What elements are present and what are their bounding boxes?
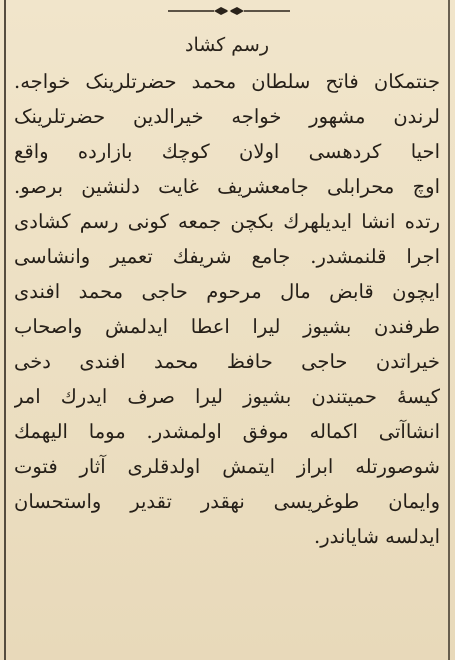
article-line: احیا کردهسی اولان کوچك بازارده واقع bbox=[14, 140, 440, 163]
article-line: خیراتدن حاجی حافظ محمد افندی دخی bbox=[14, 350, 440, 373]
ornament-icon bbox=[168, 6, 290, 16]
article-line: ایدلسه شایاندر. bbox=[314, 525, 440, 548]
article-line: کیسهٔ حمیتندن بشیوز لیرا صرف ایدرك امر bbox=[14, 385, 440, 408]
article-line: وایمان طوغریسی نهقدر تقدیر واستحسان bbox=[14, 490, 440, 513]
left-column-rule bbox=[4, 0, 6, 660]
article-line: جنتمکان فاتح سلطان محمد حضرتلرینک خواجه. bbox=[14, 70, 440, 93]
article-line: ایچون قابض مال مرحوم حاجی محمد افندی bbox=[14, 280, 440, 303]
article-line: طرفندن بشیوز لیرا اعطا ایدلمش واصحاب bbox=[14, 315, 440, 338]
article-body bbox=[14, 64, 440, 554]
article-line: لرندن مشهور خواجه خیرالدین حضرتلرینک bbox=[14, 105, 440, 128]
article-line: انشاآتی اکماله موفق اولمشدر. موما الیهمك bbox=[14, 420, 440, 443]
right-column-rule bbox=[448, 0, 450, 660]
article-line: اجرا قلنمشدر. جامع شریفك تعمیر وانشاسی bbox=[14, 245, 440, 268]
article-line: اوچ محرابلی جامعشریف غایت دلنشین برصو. bbox=[14, 175, 440, 198]
article-heading: رسم کشاد bbox=[184, 34, 270, 56]
article-line: شوصورتله ابراز ایتمش اولدقلری آثار فتوت bbox=[14, 455, 440, 478]
article-line: رتده انشا ایدیلهرك بکچن جمعه کونی رسم کشادی bbox=[14, 210, 440, 233]
